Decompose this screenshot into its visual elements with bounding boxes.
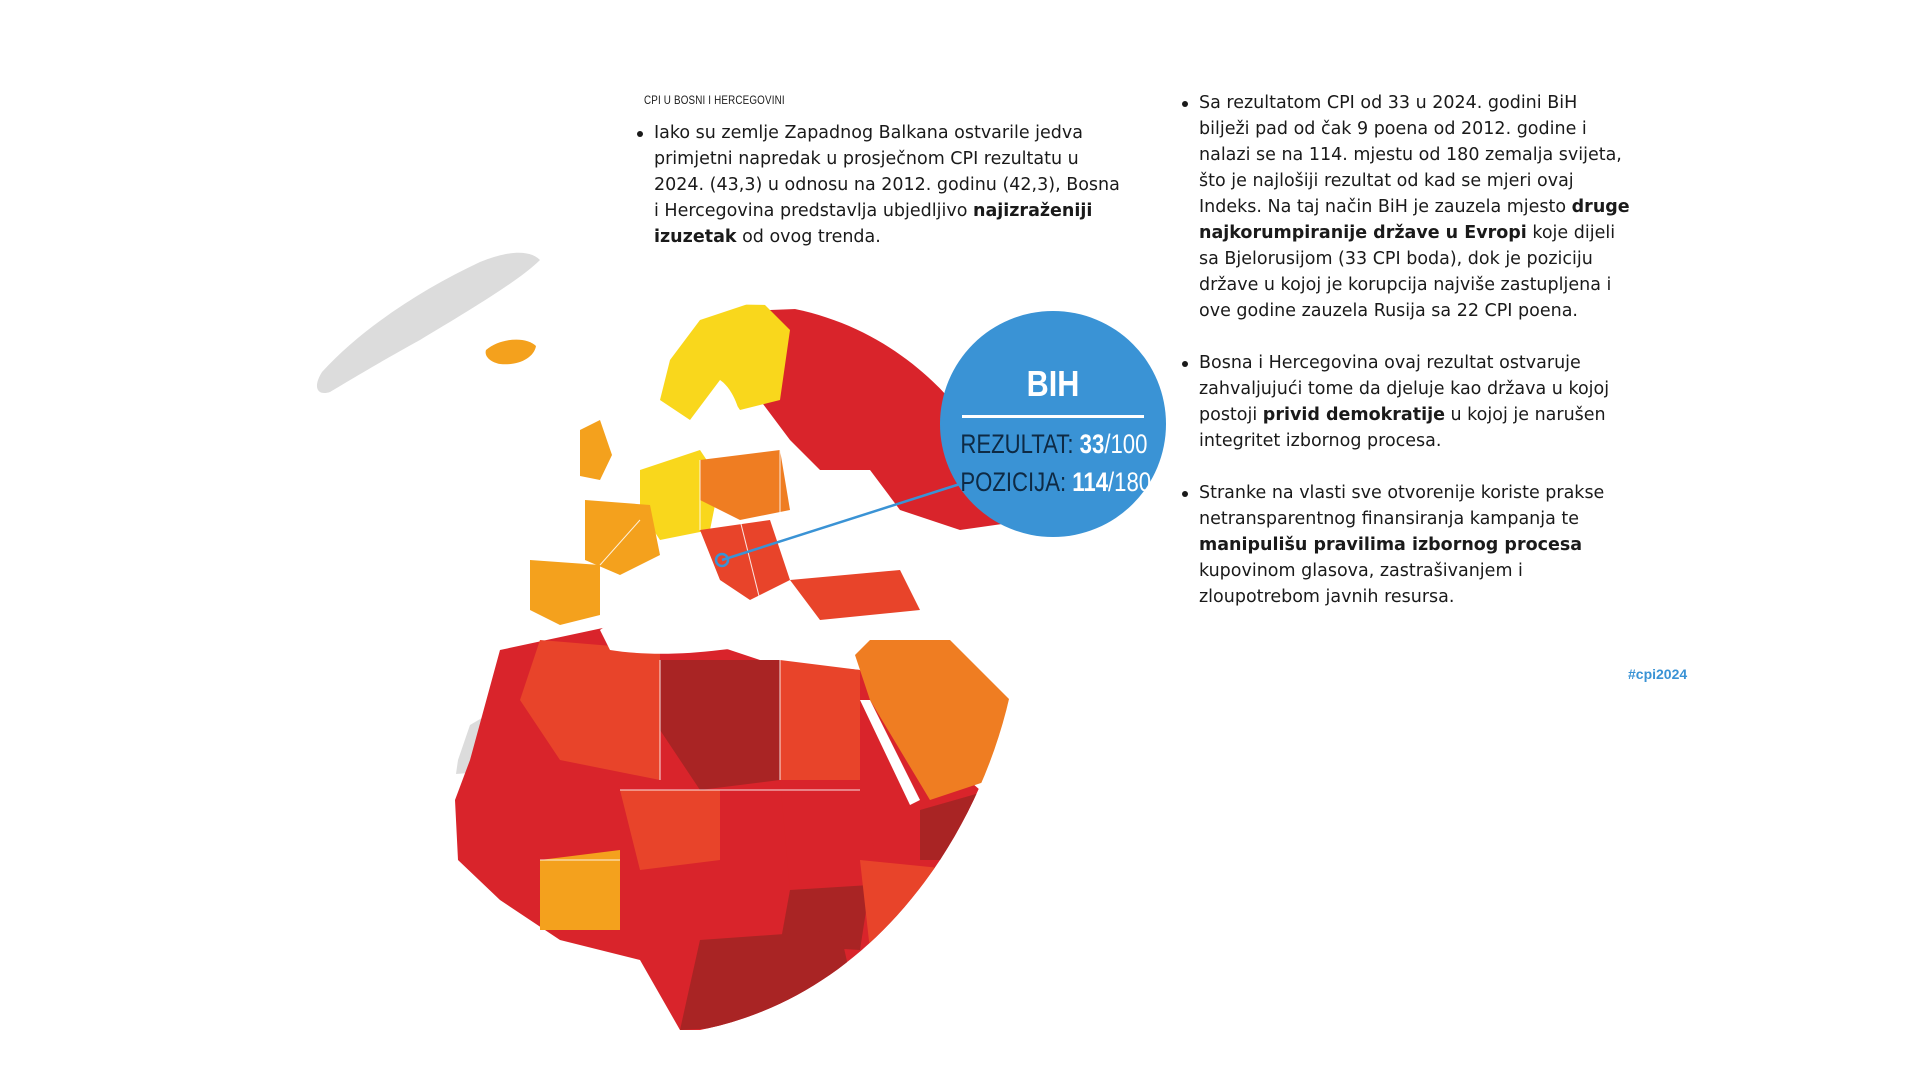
right-bullet-list bbox=[1181, 90, 1631, 636]
west-africa-shape bbox=[540, 850, 620, 930]
badge-divider bbox=[962, 415, 1144, 418]
bullet-2-bold: privid demokratije bbox=[1262, 405, 1445, 425]
france-shape bbox=[585, 500, 660, 575]
badge-score-row bbox=[960, 429, 1148, 460]
black-sea bbox=[800, 535, 890, 566]
right-bullet-3 bbox=[1181, 480, 1631, 610]
ethiopia-shape bbox=[860, 860, 960, 950]
badge-rank-row bbox=[960, 467, 1152, 498]
iceland-shape bbox=[486, 340, 536, 365]
bullet-1-bold: druge najkorumpiranije države u Evropi bbox=[1199, 197, 1630, 243]
left-bullet bbox=[636, 120, 1126, 250]
egypt-shape bbox=[780, 660, 860, 780]
badge-score-label: REZULTAT: bbox=[960, 429, 1074, 459]
bih-score-badge bbox=[940, 311, 1166, 537]
bullet-1-tail: koje dijeli sa Bjelorusijom (33 CPI boda), dok je poziciju države u kojoj je korupcija najviše zastupljena i ove godine zauzela Rusija sa 22 CPI poena. bbox=[1199, 223, 1616, 321]
iberia-shape bbox=[530, 560, 600, 625]
turkey-shape bbox=[790, 570, 920, 620]
badge-rank-label: POZICIJA: bbox=[960, 467, 1067, 497]
bullet-3-tail: kupovinom glasova, zastrašivanjem i zloupotrebom javnih resursa. bbox=[1199, 561, 1523, 607]
left-bullet-list bbox=[636, 120, 1126, 250]
left-bullet-text: Iako su zemlje Zapadnog Balkana ostvarile jedva primjetni napredak u prosječnom CPI rezultatu u 2024. (43,3) u odnosu na 2012. godinu (42,3), Bosna i Hercegovina predstavlja ubjedljivo bbox=[654, 123, 1120, 221]
badge-rank-max: /180 bbox=[1108, 467, 1152, 497]
right-bullet-2 bbox=[1181, 350, 1631, 454]
bullet-3-bold: manipulišu pravilima izbornog procesa bbox=[1199, 535, 1583, 555]
balkans-shape bbox=[700, 520, 790, 600]
bullet-3-text: Stranke na vlasti sve otvorenije koriste prakse netransparentnog finansiranja kampanja te bbox=[1199, 483, 1605, 529]
drc-shape bbox=[680, 930, 860, 1030]
badge-country-code: BIH bbox=[1026, 363, 1080, 404]
caspian-sea bbox=[938, 530, 955, 610]
greenland-shape bbox=[317, 253, 540, 393]
section-label: CPI U BOSNI I HERCEGOVINI bbox=[644, 93, 785, 107]
right-bullet-1 bbox=[1181, 90, 1631, 324]
badge-score-max: /100 bbox=[1104, 429, 1148, 459]
left-bullet-bold: najizraženiji izuzetak bbox=[654, 201, 1093, 247]
badge-rank-value: 114 bbox=[1072, 467, 1109, 497]
hashtag-link[interactable]: #cpi2024 bbox=[1628, 666, 1688, 682]
bullet-2-text: Bosna i Hercegovina ovaj rezultat ostvaruje zahvaljujući tome da djeluje kao država u kojoj postoji bbox=[1199, 353, 1610, 425]
uk-shape bbox=[580, 420, 612, 480]
badge-score-value: 33 bbox=[1079, 429, 1105, 459]
left-bullet-tail: od ovog trenda. bbox=[736, 227, 881, 247]
bullet-1-text: Sa rezultatom CPI od 33 u 2024. godini BiH bilježi pad od čak 9 poena od 2012. godine i nalazi se na 114. mjestu od 180 zemalja svijeta, što je najlošiji rezultat od kad se mjeri ovaj Indeks. Na taj način BiH je zauzela mjesto bbox=[1199, 93, 1622, 217]
bullet-2-tail: u kojoj je narušen integritet izbornog procesa. bbox=[1199, 405, 1606, 451]
